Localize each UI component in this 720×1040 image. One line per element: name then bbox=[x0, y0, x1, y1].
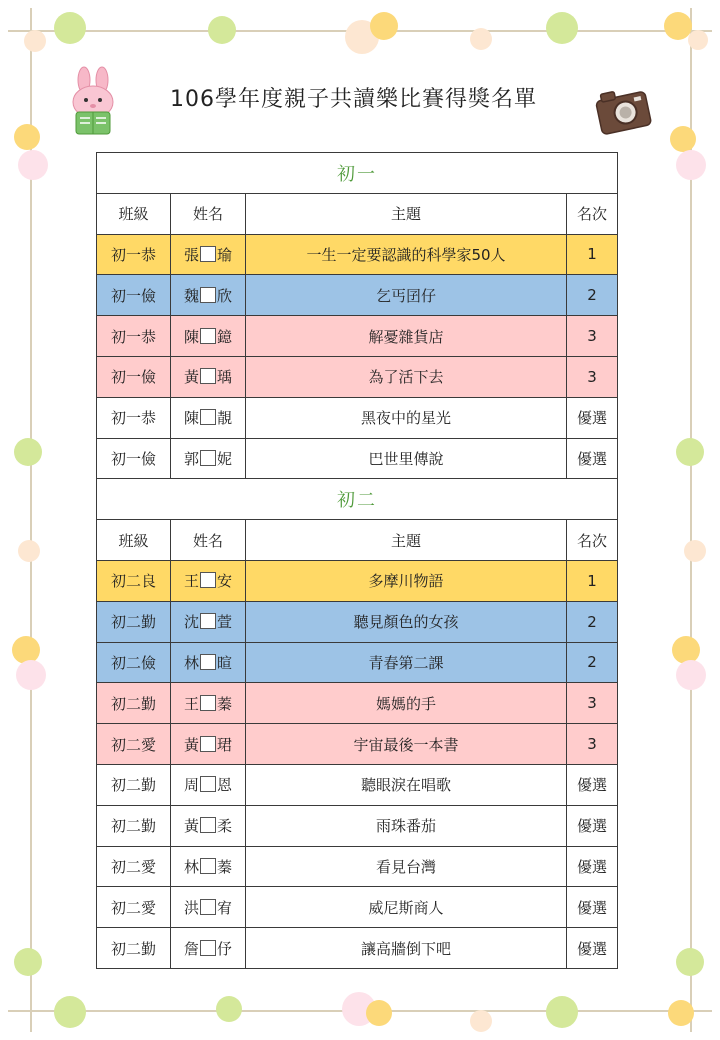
name-mask-box bbox=[200, 776, 216, 792]
surname: 林 bbox=[183, 653, 199, 672]
surname: 陳 bbox=[183, 327, 199, 346]
class-cell: 初二勤 bbox=[97, 928, 171, 969]
given-name: 瑜 bbox=[217, 245, 233, 264]
decor-dot bbox=[16, 660, 46, 690]
column-header-row bbox=[97, 520, 618, 561]
table-row bbox=[97, 316, 618, 357]
table-row bbox=[97, 560, 618, 601]
topic-cell: 青春第二課 bbox=[246, 642, 567, 683]
surname: 郭 bbox=[183, 449, 199, 468]
class-cell: 初一儉 bbox=[97, 438, 171, 479]
rank-cell: 優選 bbox=[567, 397, 618, 438]
name-cell bbox=[171, 805, 246, 846]
name-cell bbox=[171, 438, 246, 479]
table-row bbox=[97, 275, 618, 316]
decor-dot bbox=[676, 948, 704, 976]
table-row bbox=[97, 724, 618, 765]
rank-cell: 2 bbox=[567, 275, 618, 316]
surname: 陳 bbox=[183, 409, 199, 428]
class-cell: 初二良 bbox=[97, 560, 171, 601]
given-name: 欣 bbox=[217, 286, 233, 305]
given-name: 恩 bbox=[217, 776, 233, 795]
class-cell: 初一儉 bbox=[97, 356, 171, 397]
class-cell: 初二勤 bbox=[97, 601, 171, 642]
name-cell bbox=[171, 397, 246, 438]
decor-dot bbox=[470, 1010, 492, 1032]
column-header-row bbox=[97, 193, 618, 234]
name-cell bbox=[171, 887, 246, 928]
name-mask-box bbox=[200, 287, 216, 303]
section-header-row bbox=[97, 479, 618, 520]
topic-cell: 看見台灣 bbox=[246, 846, 567, 887]
name-mask-box bbox=[200, 940, 216, 956]
rank-cell: 1 bbox=[567, 560, 618, 601]
class-cell: 初二愛 bbox=[97, 887, 171, 928]
name-cell bbox=[171, 683, 246, 724]
topic-cell: 一生一定要認識的科學家50人 bbox=[246, 234, 567, 275]
decor-dot bbox=[208, 16, 236, 44]
decor-dot bbox=[18, 150, 48, 180]
given-name: 鐿 bbox=[217, 327, 233, 346]
decor-dot bbox=[14, 124, 40, 150]
table-row bbox=[97, 928, 618, 969]
given-name: 宥 bbox=[217, 898, 233, 917]
decor-dot bbox=[18, 540, 40, 562]
given-name: 靚 bbox=[217, 409, 233, 428]
name-cell bbox=[171, 764, 246, 805]
name-mask-box bbox=[200, 409, 216, 425]
topic-cell: 雨珠番茄 bbox=[246, 805, 567, 846]
topic-cell: 巴世里傳說 bbox=[246, 438, 567, 479]
table-row bbox=[97, 887, 618, 928]
decor-dot bbox=[366, 1000, 392, 1026]
name-cell bbox=[171, 316, 246, 357]
decor-dot bbox=[546, 996, 578, 1028]
decor-dot bbox=[688, 30, 708, 50]
rank-cell: 優選 bbox=[567, 805, 618, 846]
topic-cell: 解憂雜貨店 bbox=[246, 316, 567, 357]
decor-dot bbox=[14, 438, 42, 466]
section-header-row bbox=[97, 153, 618, 194]
name-mask-box bbox=[200, 246, 216, 262]
table-row bbox=[97, 642, 618, 683]
class-cell: 初二勤 bbox=[97, 683, 171, 724]
name-cell bbox=[171, 601, 246, 642]
rank-cell: 3 bbox=[567, 356, 618, 397]
rank-cell: 2 bbox=[567, 642, 618, 683]
class-cell: 初二愛 bbox=[97, 846, 171, 887]
name-mask-box bbox=[200, 654, 216, 670]
name-mask-box bbox=[200, 858, 216, 874]
surname: 黃 bbox=[183, 735, 199, 754]
surname: 沈 bbox=[183, 613, 199, 632]
class-cell: 初二勤 bbox=[97, 805, 171, 846]
given-name: 蓁 bbox=[217, 857, 233, 876]
given-name: 蓁 bbox=[217, 694, 233, 713]
topic-cell: 乞丐囝仔 bbox=[246, 275, 567, 316]
surname: 王 bbox=[183, 572, 199, 591]
name-mask-box bbox=[200, 817, 216, 833]
decor-dot bbox=[676, 660, 706, 690]
rank-column-header: 名次 bbox=[567, 520, 618, 561]
topic-cell: 宇宙最後一本書 bbox=[246, 724, 567, 765]
rank-cell: 優選 bbox=[567, 928, 618, 969]
given-name: 伃 bbox=[217, 939, 233, 958]
class-cell: 初二勤 bbox=[97, 764, 171, 805]
given-name: 柔 bbox=[217, 817, 233, 836]
surname: 詹 bbox=[183, 939, 199, 958]
topic-cell: 聽眼淚在唱歌 bbox=[246, 764, 567, 805]
awards-table bbox=[96, 152, 618, 969]
rank-column-header: 名次 bbox=[567, 193, 618, 234]
decor-dot bbox=[370, 12, 398, 40]
decor-dot bbox=[54, 12, 86, 44]
name-cell bbox=[171, 846, 246, 887]
rank-cell: 優選 bbox=[567, 438, 618, 479]
rank-cell: 3 bbox=[567, 724, 618, 765]
name-cell bbox=[171, 928, 246, 969]
topic-cell: 讓高牆倒下吧 bbox=[246, 928, 567, 969]
camera-icon bbox=[592, 84, 654, 136]
name-column-header: 姓名 bbox=[171, 520, 246, 561]
given-name: 瑀 bbox=[217, 368, 233, 387]
surname: 張 bbox=[183, 245, 199, 264]
name-mask-box bbox=[200, 572, 216, 588]
class-column-header: 班級 bbox=[97, 193, 171, 234]
section-title: 初一 bbox=[97, 153, 618, 194]
table-row bbox=[97, 805, 618, 846]
surname: 洪 bbox=[183, 898, 199, 917]
surname: 周 bbox=[183, 776, 199, 795]
decor-dot bbox=[470, 28, 492, 50]
surname: 黃 bbox=[183, 817, 199, 836]
name-cell bbox=[171, 642, 246, 683]
name-mask-box bbox=[200, 368, 216, 384]
surname: 王 bbox=[183, 694, 199, 713]
decor-dot bbox=[670, 126, 696, 152]
given-name: 安 bbox=[217, 572, 233, 591]
rank-cell: 優選 bbox=[567, 846, 618, 887]
topic-cell: 媽媽的手 bbox=[246, 683, 567, 724]
surname: 黃 bbox=[183, 368, 199, 387]
class-cell: 初一儉 bbox=[97, 275, 171, 316]
decor-dot bbox=[54, 996, 86, 1028]
rank-cell: 優選 bbox=[567, 887, 618, 928]
table-row bbox=[97, 234, 618, 275]
decor-dot bbox=[216, 996, 242, 1022]
table-row bbox=[97, 397, 618, 438]
name-column-header: 姓名 bbox=[171, 193, 246, 234]
table-row bbox=[97, 764, 618, 805]
topic-column-header: 主題 bbox=[246, 193, 567, 234]
name-mask-box bbox=[200, 328, 216, 344]
name-mask-box bbox=[200, 899, 216, 915]
topic-cell: 威尼斯商人 bbox=[246, 887, 567, 928]
rank-cell: 2 bbox=[567, 601, 618, 642]
name-cell bbox=[171, 724, 246, 765]
topic-cell: 聽見顏色的女孩 bbox=[246, 601, 567, 642]
given-name: 珺 bbox=[217, 735, 233, 754]
decor-dot bbox=[14, 948, 42, 976]
decor-dot bbox=[668, 1000, 694, 1026]
decor-dot bbox=[24, 30, 46, 52]
given-name: 妮 bbox=[217, 449, 233, 468]
class-cell: 初一恭 bbox=[97, 316, 171, 357]
decor-dot bbox=[684, 540, 706, 562]
rank-cell: 優選 bbox=[567, 764, 618, 805]
page-title: 106學年度親子共讀樂比賽得獎名單 bbox=[170, 87, 537, 112]
given-name: 萱 bbox=[217, 613, 233, 632]
name-cell bbox=[171, 560, 246, 601]
class-cell: 初一恭 bbox=[97, 234, 171, 275]
class-cell: 初二愛 bbox=[97, 724, 171, 765]
decor-dot bbox=[676, 150, 706, 180]
topic-cell: 為了活下去 bbox=[246, 356, 567, 397]
table-row bbox=[97, 601, 618, 642]
rank-cell: 3 bbox=[567, 683, 618, 724]
name-mask-box bbox=[200, 695, 216, 711]
topic-cell: 多摩川物語 bbox=[246, 560, 567, 601]
decor-dot bbox=[546, 12, 578, 44]
name-mask-box bbox=[200, 450, 216, 466]
name-cell bbox=[171, 275, 246, 316]
bunny-reading-icon bbox=[66, 66, 122, 138]
decor-dot bbox=[676, 438, 704, 466]
surname: 魏 bbox=[183, 286, 199, 305]
name-mask-box bbox=[200, 613, 216, 629]
class-cell: 初一恭 bbox=[97, 397, 171, 438]
table-row bbox=[97, 846, 618, 887]
table-row bbox=[97, 683, 618, 724]
surname: 林 bbox=[183, 857, 199, 876]
class-cell: 初二儉 bbox=[97, 642, 171, 683]
rank-cell: 3 bbox=[567, 316, 618, 357]
name-cell bbox=[171, 234, 246, 275]
table-row bbox=[97, 356, 618, 397]
topic-column-header: 主題 bbox=[246, 520, 567, 561]
table-row bbox=[97, 438, 618, 479]
class-column-header: 班級 bbox=[97, 520, 171, 561]
given-name: 暄 bbox=[217, 653, 233, 672]
name-mask-box bbox=[200, 736, 216, 752]
topic-cell: 黑夜中的星光 bbox=[246, 397, 567, 438]
section-title: 初二 bbox=[97, 479, 618, 520]
rank-cell: 1 bbox=[567, 234, 618, 275]
name-cell bbox=[171, 356, 246, 397]
